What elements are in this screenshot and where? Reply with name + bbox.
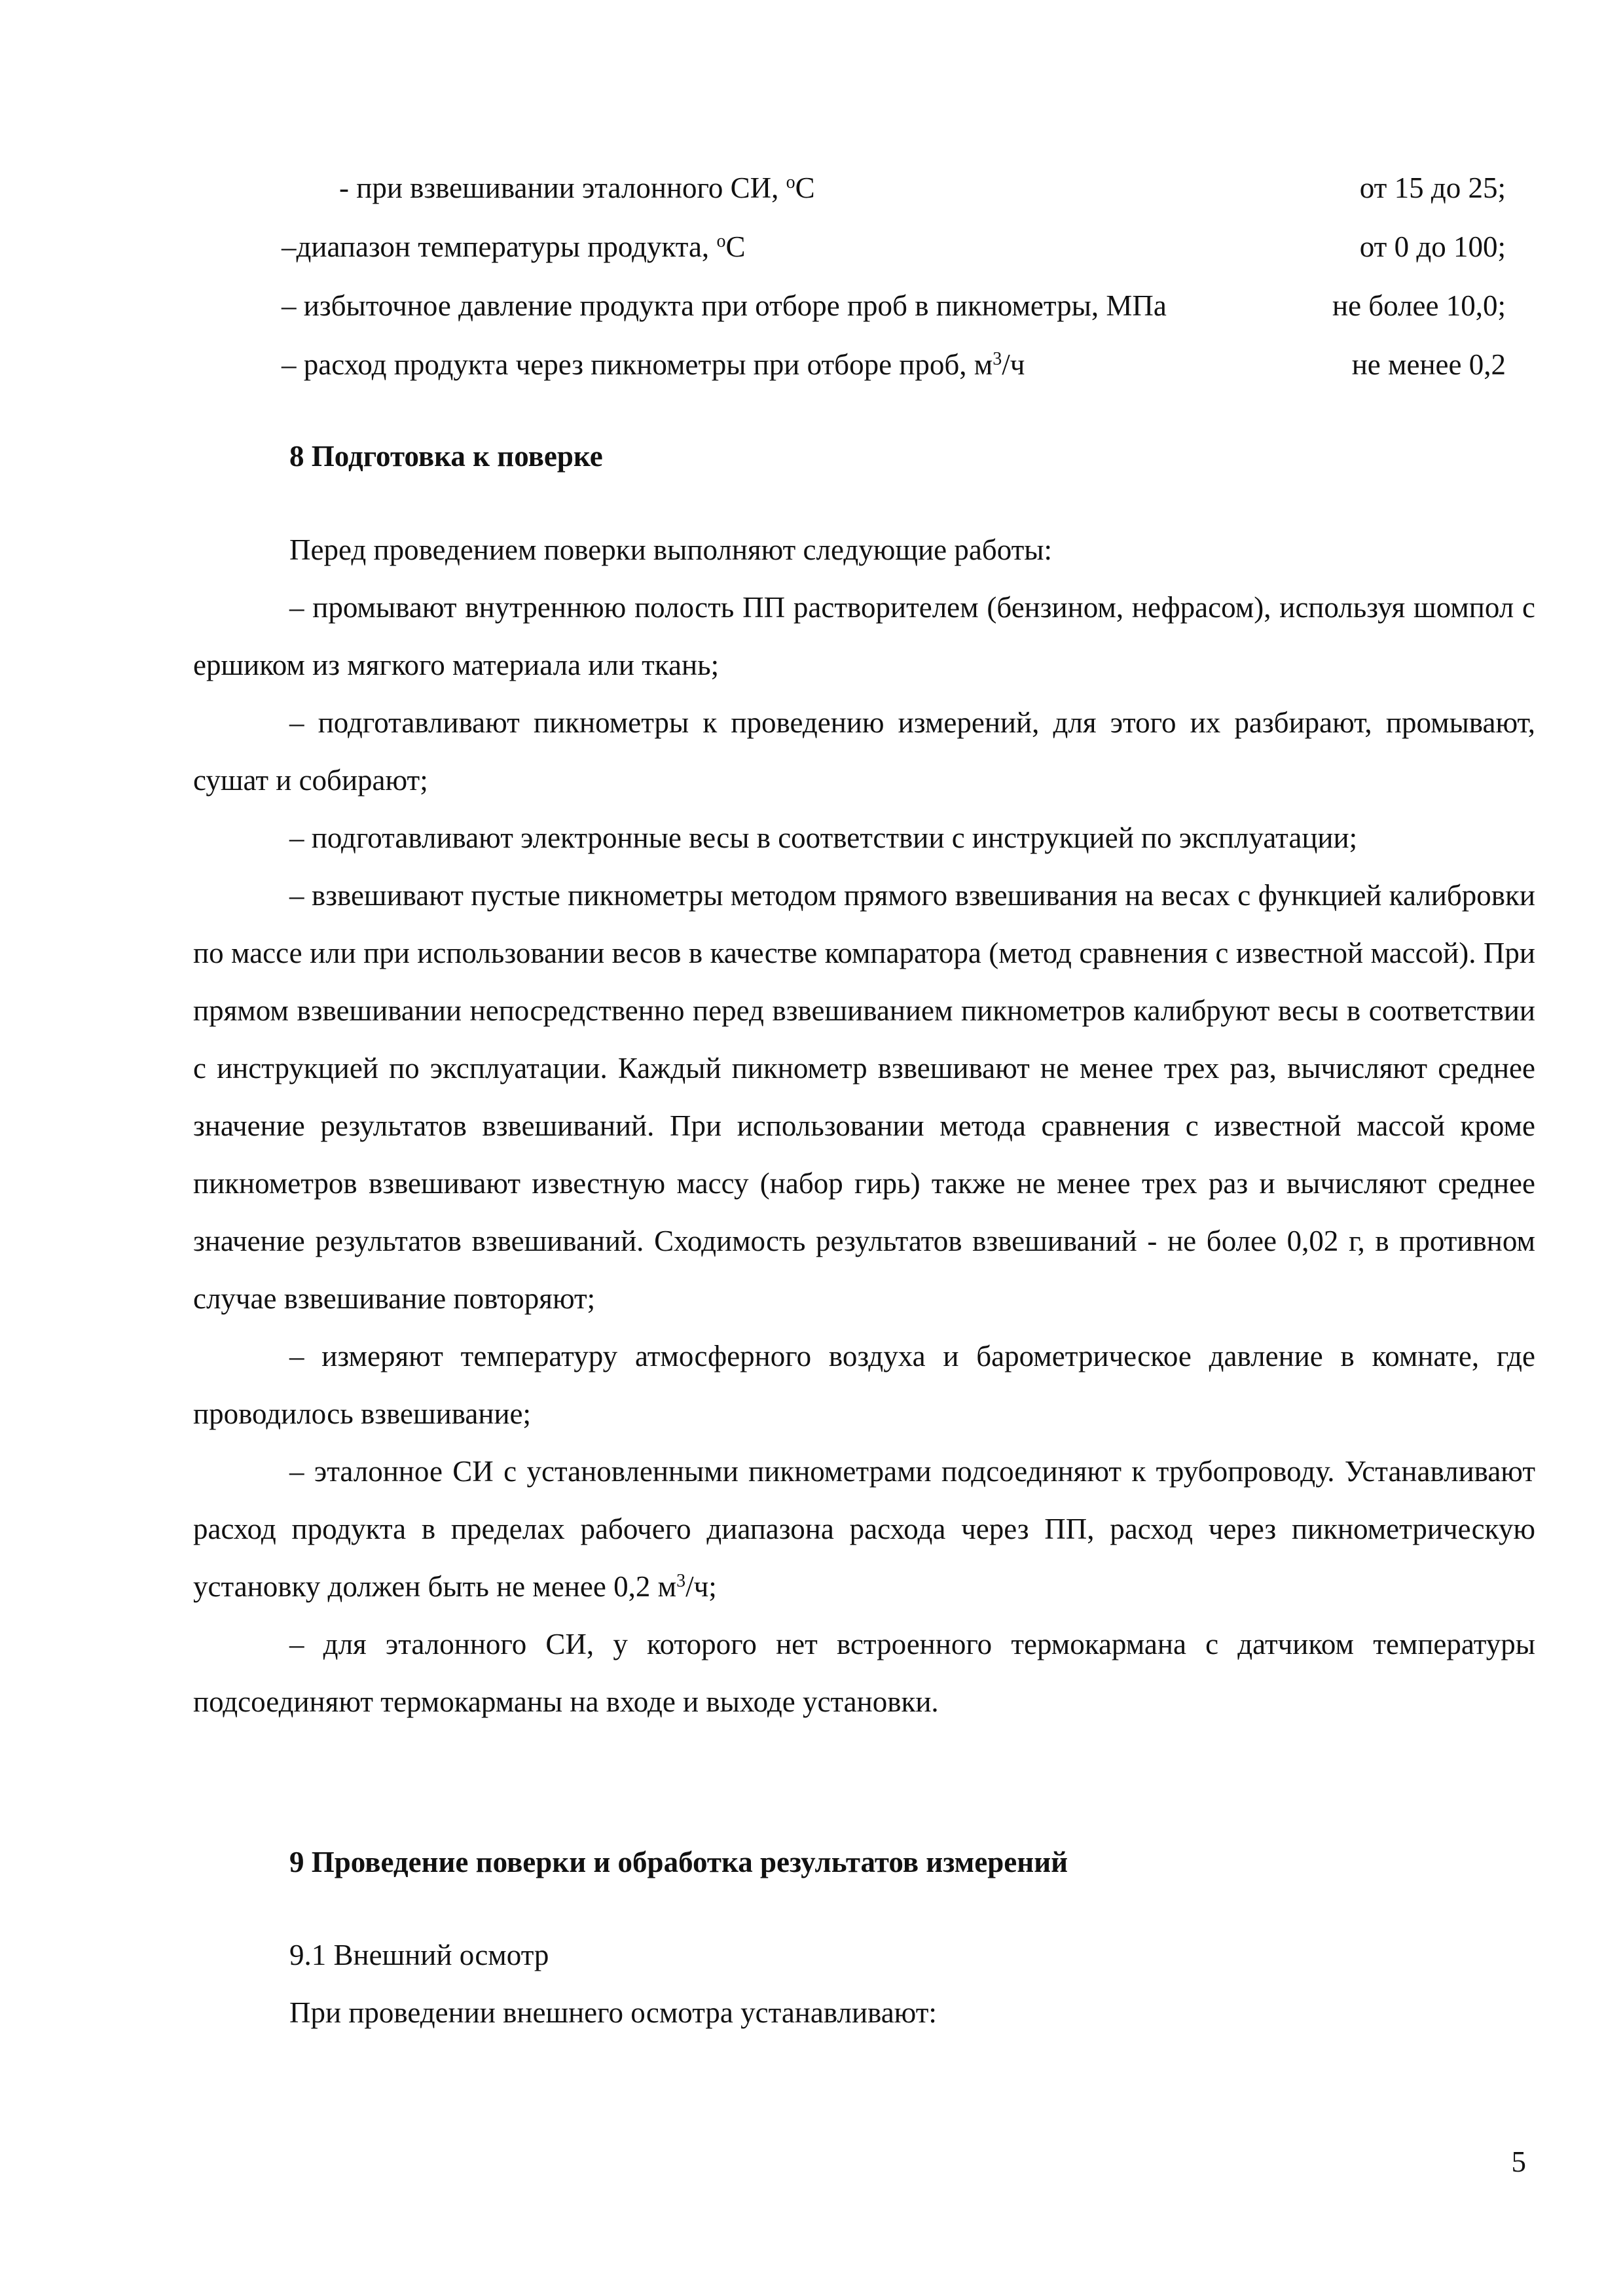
paragraph: Перед проведением поверки выполняют следующие работы: (289, 533, 1053, 566)
list-item: – измеряют температуру атмосферного воздуха и барометрическое давление в комнате, где проводилось взвешивание; (193, 1340, 1535, 1430)
list-item: – промывают внутреннюю полость ПП растворителем (бензином, нефрасом), используя шомпол с ершиком из мягкого материала или ткань; (193, 591, 1535, 681)
spec-row-pressure (282, 283, 1506, 329)
list-item: – подготавливают электронные весы в соответствии с инструкцией по эксплуатации; (289, 821, 1358, 854)
page-number: 5 (1511, 2145, 1526, 2178)
section-9-intro: При проведении внешнего осмотра устанавливают: (289, 1996, 937, 2029)
spec-label: – избыточное давление продукта при отборе проб в пикнометры, МПа (282, 289, 1167, 322)
list-item: – для эталонного СИ, у которого нет встроенного термокармана с датчиком температуры подсоединяют термокарманы на входе и выходе установки. (193, 1628, 1535, 1718)
spec-value: от 15 до 25; (1359, 171, 1506, 204)
spec-row-product-temp (282, 224, 1506, 270)
subsection-9-1-heading: 9.1 Внешний осмотр (289, 1939, 549, 1971)
spec-value: не менее 0,2 (1351, 348, 1506, 381)
spec-label: - при взвешивании эталонного СИ, $^o$С (339, 171, 815, 204)
spec-value: не более 10,0; (1332, 289, 1506, 322)
spec-value: от 0 до 100; (1359, 230, 1506, 263)
section-9-heading: 9 Проведение поверки и обработка результатов измерений (289, 1846, 1068, 1878)
spec-label: –диапазон температуры продукта, $^o$С (282, 230, 746, 263)
section-8-body (193, 521, 1535, 1731)
section-8-heading: 8 Подготовка к поверке (289, 440, 603, 473)
list-item: – эталонное СИ с установленными пикнометрами подсоединяют к трубопроводу. Устанавливают расход продукта в пределах рабочего диапазона расхода через ПП, расход через пикнометрическую установку должен быть не менее 0,2 $м^3/ч$; (193, 1455, 1535, 1603)
spec-row-flow (282, 342, 1506, 387)
list-item: – подготавливают пикнометры к проведению измерений, для этого их разбирают, промывают, сушат и собирают; (193, 706, 1535, 797)
spec-row-weighing-temp (282, 165, 1506, 211)
spec-label: – расход продукта через пикнометры при отборе проб, $м^3/ч$ (282, 348, 1025, 381)
list-item: – взвешивают пустые пикнометры методом прямого взвешивания на весах с функцией калибровки по массе или при использовании весов в качестве компаратора (метод сравнения с известной массой). При прямом взвешивании непосредственно перед взвешиванием пикнометров калибруют весы в соответствии с инструкцией по эксплуатации. Каждый пикнометр взвешивают не менее трех раз, вычисляют среднее значение результатов взвешиваний. При использовании метода сравнения с известной массой кроме пикнометров взвешивают известную массу (набор гирь) также не менее трех раз и вычисляют среднее значение результатов взвешиваний. Сходимость результатов взвешиваний - не более 0,02 г, в противном случае взвешивание повторяют; (193, 879, 1535, 1315)
